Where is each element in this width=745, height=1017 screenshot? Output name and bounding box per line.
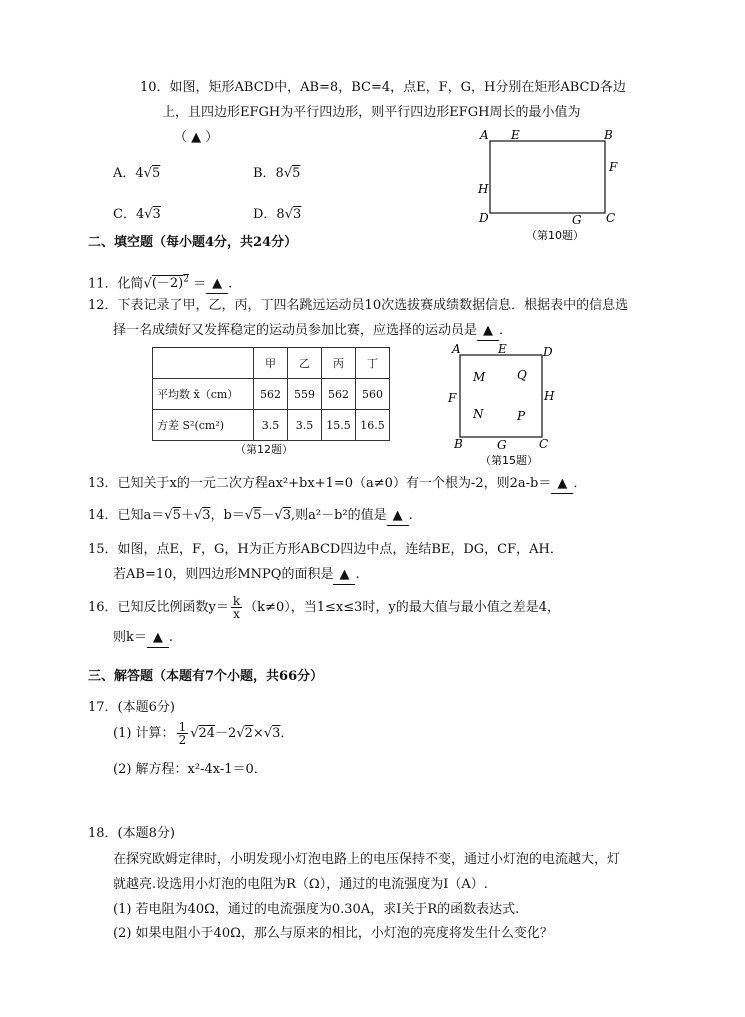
q17-part1: (1) 计算： $\frac{1}{2}$ √24－2√2×√3．	[113, 720, 294, 747]
q15-square	[460, 355, 542, 437]
q17-head: 17．(本题6分)	[88, 700, 175, 715]
table-row: 方差 S²(cm²) 3.5 3.5 15.5 16.5	[153, 410, 390, 441]
q10-line2: 上，且四边形EFGH为平行四边形，则平行四边形EFGH周长的最小值为	[162, 105, 581, 120]
q15-label-m: M	[473, 370, 486, 384]
q15-label-c: C	[539, 437, 549, 451]
q15-label-q: Q	[517, 368, 527, 382]
section3-title: 三、解答题（本题有7个小题，共66分）	[88, 669, 324, 684]
q12-line2: 择一名成绩好又发挥稳定的运动员参加比赛，应选择的运动员是 ▲ ．	[113, 322, 512, 341]
table-row: 甲 乙 丙 丁	[153, 348, 390, 379]
q11: 11．化简$√(-2)^2$ ＝ ▲ .	[88, 271, 232, 294]
q13: 13．已知关于x的一元二次方程ax²+bx+1=0（a≠0）有一个根为-2，则2a-b＝ ▲ ．	[88, 475, 586, 494]
q14-blank: ▲	[387, 507, 409, 526]
q10-answer-slot: （ ▲ ）	[174, 130, 219, 145]
q15-line1: 15．如图，点E，F，G，H为正方形ABCD四边中点，连结BE，DG，CF，AH．	[88, 542, 563, 557]
q15-blank: ▲	[333, 566, 355, 585]
q10-label-h: H	[478, 182, 489, 196]
q12-blank: ▲	[477, 322, 499, 341]
q15-label-b: B	[454, 437, 463, 451]
section2-title: 二、填空题（每小题4分，共24分）	[88, 235, 298, 250]
q18-line4: (2) 如果电阻小于40Ω，那么与原来的相比，小灯泡的亮度将发生什么变化？	[113, 926, 553, 941]
q18-line3: (1) 若电阻为40Ω，通过的电流强度为0.30A，求I关于R的函数表达式.	[113, 902, 520, 917]
q10-label-c: C	[606, 211, 616, 225]
q10-option-d: D．8√3	[253, 207, 302, 222]
q15-label-g: G	[497, 438, 507, 452]
table-row: 平均数 x̄（cm） 562 559 562 560	[153, 379, 390, 410]
q10-label-e: E	[511, 128, 520, 142]
q15-label-p: P	[517, 409, 526, 423]
q14: 14．已知a＝√5＋√3，b＝√5－√3,则a²－b²的值是 ▲ .	[88, 507, 413, 526]
q18-line1: 在探究欧姆定律时，小明发现小灯泡电路上的电压保持不变，通过小灯泡的电流越大，灯	[113, 852, 621, 867]
q15-label-n: N	[473, 407, 484, 421]
q15-label-h: H	[544, 389, 555, 403]
q11-blank: ▲	[206, 275, 228, 294]
q10-option-b: B．8√5	[253, 166, 301, 181]
q18-line2: 就越亮.设选用小灯泡的电阻为R（Ω），通过的电流强度为I（A）.	[113, 877, 488, 892]
q15-label-e: E	[498, 342, 507, 356]
q10-label-b: B	[604, 128, 613, 142]
q10-figure	[470, 125, 630, 250]
q16-line2: 则k＝ ▲ .	[113, 629, 173, 648]
q15-label-d: D	[543, 345, 553, 359]
q10-line1: 10．如图，矩形ABCD中，AB=8，BC=4，点E，F，G，H分别在矩形ABCD各边	[140, 80, 626, 95]
q16-blank: ▲	[147, 629, 169, 648]
q15-label-f: F	[448, 391, 457, 405]
q15-label-a: A	[452, 342, 461, 356]
q15-line2: 若AB=10，则四边形MNPQ的面积是 ▲ .	[113, 566, 360, 585]
q15-figure	[445, 340, 565, 470]
q12-table	[152, 347, 390, 441]
q10-label-g: G	[572, 213, 582, 227]
q17-part2: (2) 解方程：x²-4x-1＝0．	[113, 762, 267, 777]
q12-line1: 12．下表记录了甲，乙，丙，丁四名跳远运动员10次选拔赛成绩数据信息．根据表中的信息选	[88, 298, 629, 313]
q16-line1: 16．已知反比例函数y＝ $\frac{k}{x}$ （k≠0），当1≤x≤3时，y的最大值与最小值之差是4，	[88, 594, 560, 621]
q10-label-f: F	[609, 160, 618, 174]
q12-caption: （第12题）	[235, 443, 293, 456]
q10-label-d: D	[479, 211, 489, 225]
q10-label-a: A	[480, 128, 489, 142]
q10-option-a: A．4√5	[113, 166, 161, 181]
q13-blank: ▲	[551, 475, 573, 494]
q10-option-c: C．4√3	[113, 207, 161, 222]
q18-head: 18．(本题8分)	[88, 826, 175, 841]
q10-rectangle	[490, 141, 605, 213]
q15-caption: （第15题）	[480, 454, 538, 467]
q10-caption: （第10题）	[526, 229, 584, 242]
